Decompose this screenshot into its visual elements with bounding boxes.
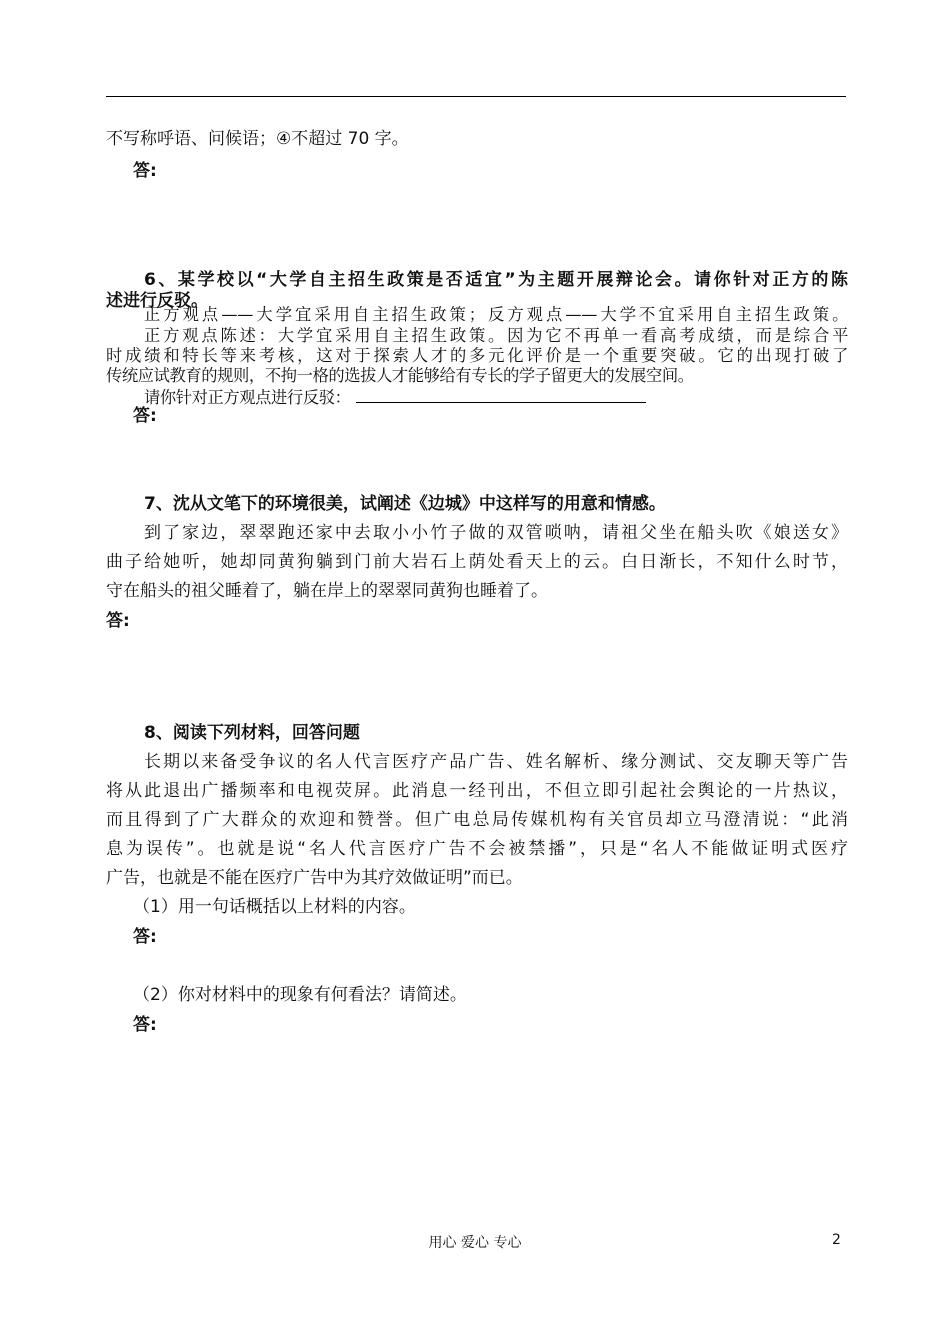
q7-answer-label: 答:	[106, 611, 130, 631]
q6-answer-blank[interactable]	[356, 386, 646, 403]
q7-passage-line3: 守在船头的祖父睡着了，躺在岸上的翠翠同黄狗也睡着了。	[106, 581, 548, 601]
q8-answer1-label: 答:	[133, 927, 157, 947]
q8-answer2-label: 答:	[133, 1015, 157, 1035]
q8-material-line5: 广告，也就是不能在医疗广告中为其疗效做证明”而已。	[106, 868, 523, 888]
q8-material-line2: 将从此退出广播频率和电视荧屏。此消息一经刊出，不但立即引起社会舆论的一片热议，	[106, 781, 848, 801]
page-number: 2	[832, 1232, 841, 1248]
q6-statement-line3: 传统应试教育的规则，不拘一格的选拔人才能够给有专长的学子留更大的发展空间。	[106, 366, 694, 385]
intro-answer-label: 答:	[133, 161, 157, 181]
intro-text: 不写称呼语、问候语；④不超过 70 字。	[106, 129, 409, 149]
header-rule	[106, 96, 846, 97]
q8-subquestion-1: （1）用一句话概括以上材料的内容。	[133, 897, 416, 917]
q7-passage-line1: 到了家边，翠翠跑还家中去取小小竹子做的双管唢呐，请祖父坐在船头吹《娘送女》	[144, 523, 848, 543]
q8-material-line1: 长期以来备受争议的名人代言医疗产品广告、姓名解析、缘分测试、交友聊天等广告	[144, 752, 848, 772]
q8-material-line3: 而且得到了广大群众的欢迎和赞誉。但广电总局传媒机构有关官员却立马澄清说：“此消	[106, 810, 848, 830]
q6-answer-label: 答:	[133, 406, 157, 426]
q6-title-line2: 述进行反驳。	[106, 291, 208, 311]
q7-passage-line2: 曲子给她听，她却同黄狗躺到门前大岩石上荫处看天上的云。白日渐长，不知什么时节，	[106, 552, 848, 572]
q6-prompt-text: 请你针对正方观点进行反驳：	[144, 388, 351, 407]
q8-title: 8、阅读下列材料，回答问题	[144, 723, 360, 743]
q8-subquestion-2: （2）你对材料中的现象有何看法？请简述。	[133, 985, 467, 1005]
q6-statement-line2: 时成绩和特长等来考核，这对于探索人才的多元化评价是一个重要突破。它的出现打破了	[106, 346, 848, 365]
q6-statement-line1: 正方观点陈述：大学宜采用自主招生政策。因为它不再单一看高考成绩，而是综合平	[144, 326, 848, 345]
q6-views: 正方观点——大学宜采用自主招生政策；反方观点——大学不宜采用自主招生政策。	[144, 305, 848, 324]
q7-title: 7、沈从文笔下的环境很美，试阐述《边城》中这样写的用意和情感。	[144, 494, 666, 514]
footer-motto: 用心 爱心 专心	[428, 1235, 522, 1251]
q6-title-line1: 6、某学校以“大学自主招生政策是否适宜”为主题开展辩论会。请你针对正方的陈	[144, 270, 848, 290]
q8-material-line4: 息为误传”。也就是说“名人代言医疗广告不会被禁播”，只是“名人不能做证明式医疗	[106, 839, 848, 859]
